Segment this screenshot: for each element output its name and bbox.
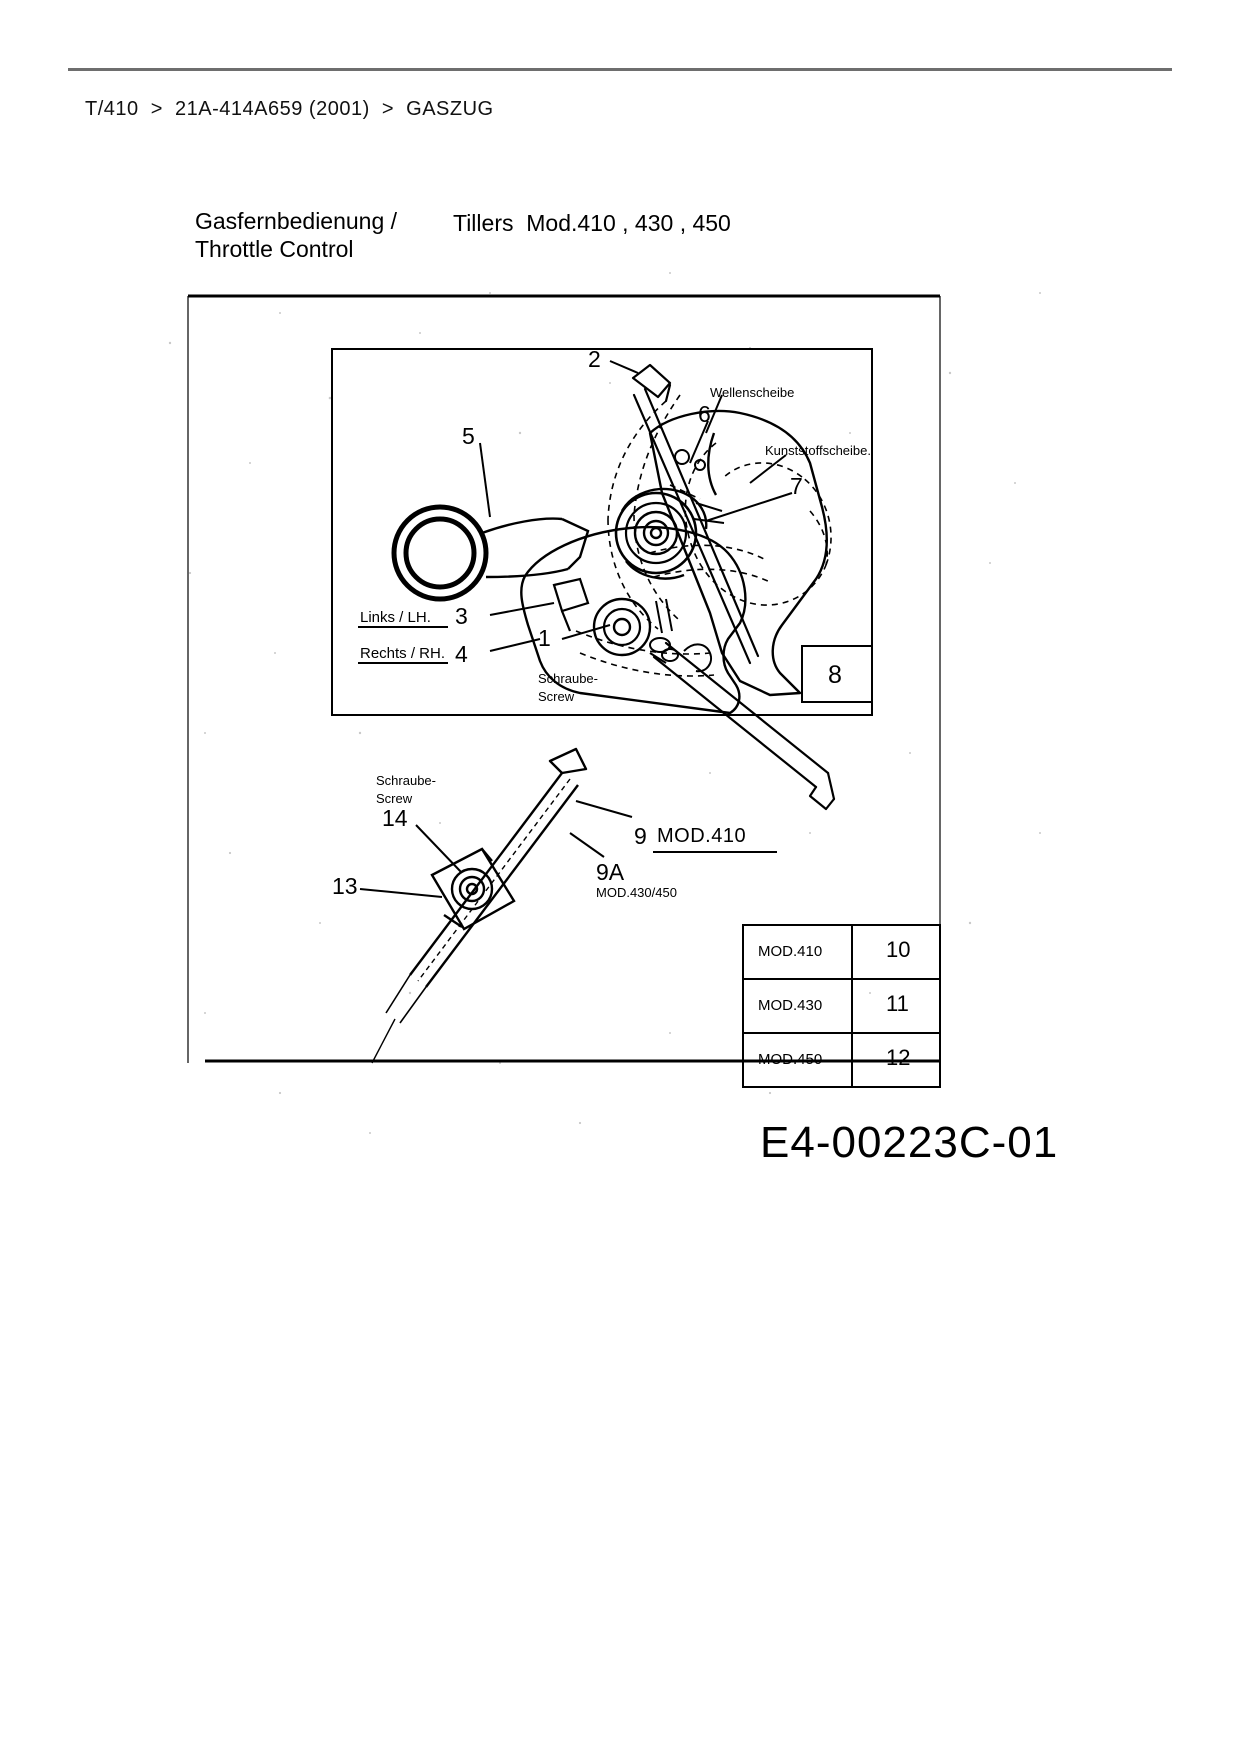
callout-5: 5 <box>462 423 475 449</box>
diagram-artwork <box>110 133 1110 1225</box>
callout-1: 1 <box>538 625 551 651</box>
tag-mod410-underline <box>653 851 777 853</box>
table-row-ref-1: 11 <box>886 991 909 1016</box>
tag-mod410: MOD.410 <box>657 825 747 847</box>
note-rechts-rh: Rechts / RH. <box>360 645 446 662</box>
callout-9a: 9A <box>596 859 625 885</box>
callout-3: 3 <box>455 603 468 629</box>
table-row-ref-0: 10 <box>886 937 911 962</box>
callout-4: 4 <box>455 641 468 667</box>
callout-2: 2 <box>588 346 601 372</box>
callout-9: 9 <box>634 823 647 849</box>
callout-6: 6 <box>698 401 711 427</box>
diagram-title-de: Gasfernbedienung / <box>195 208 398 234</box>
parts-diagram <box>110 133 1110 1225</box>
diagram-title-models: Tillers Mod.410 , 430 , 450 <box>453 210 731 236</box>
note-schraube-screw-upper-2: Screw <box>538 689 575 704</box>
table-row-model-0: MOD.410 <box>758 943 823 960</box>
callout-14: 14 <box>382 805 408 831</box>
tag-mod430-450: MOD.430/450 <box>596 885 677 900</box>
scan-noise <box>169 272 1041 1134</box>
note-schraube-screw-lower-2: Screw <box>376 791 413 806</box>
note-schraube-screw-upper-1: Schraube- <box>538 671 598 686</box>
table-row-model-2: MOD.450 <box>758 1051 823 1068</box>
table-row-model-1: MOD.430 <box>758 997 823 1014</box>
table-row-ref-2: 12 <box>886 1045 911 1070</box>
drawing-code: E4-00223C-01 <box>760 1118 1059 1167</box>
callout-7: 7 <box>790 473 803 499</box>
callout-8: 8 <box>828 661 842 689</box>
note-links-lh: Links / LH. <box>360 609 431 626</box>
header-divider <box>68 68 1172 71</box>
note-kunststoffscheibe: Kunststoffscheibe. <box>765 443 871 458</box>
note-schraube-screw-lower-1: Schraube- <box>376 773 436 788</box>
diagram-title-en: Throttle Control <box>195 236 354 262</box>
breadcrumb: T/410 > 21A-414A659 (2001) > GASZUG <box>85 98 494 120</box>
note-wellenscheibe: Wellenscheibe <box>710 385 795 400</box>
callout-13: 13 <box>332 873 358 899</box>
